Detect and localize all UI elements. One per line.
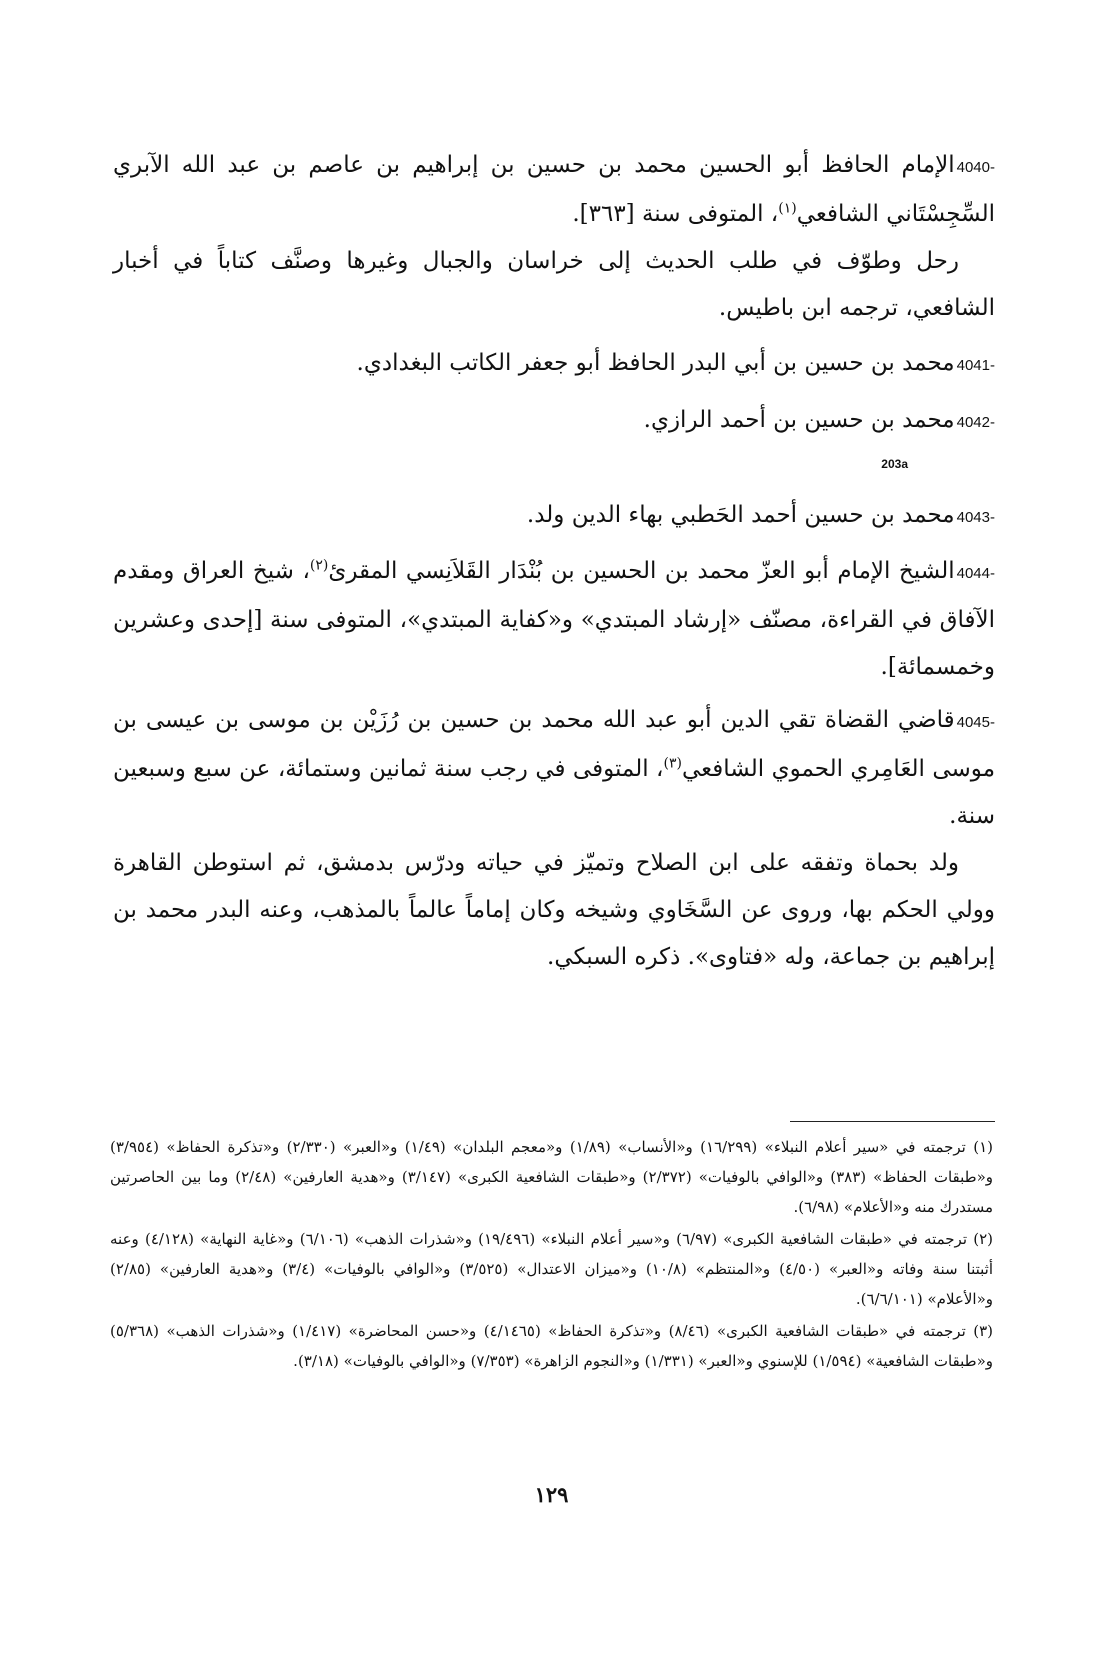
footnote-reference: (٣) xyxy=(663,755,682,772)
entry-number: 4041- xyxy=(956,357,995,374)
footnote-1: (١) ترجمته في «سير أعلام النبلاء» (١٦/٢٩٩) و«الأنساب» (١/٨٩) و«معجم البلدان» (١/٤٩) و«العبر» (٢/٣٣٠) و«تذكرة الحفاظ» (٣/٩٥٤) و«طبقات الحفاظ» (٣٨٣) و«الوافي بالوفيات» (٢/٣٧٢) و«طبقات الشافعية الكبرى» (٣/١٤٧) و«هدية العارفين» (٢/٤٨) وما بين الحاصرتين مستدرك منه و«الأعلام» (٦/٩٨). xyxy=(110,1138,994,1216)
entry-body: ولد بحماة وتفقه على ابن الصلاح وتميّز في حياته ودرّس بدمشق، ثم استوطن القاهرة وولي الحكم بها، وروى عن السَّخَاوي وشيخه وكان إماماً عالماً بالمذهب، وعنه البدر محمد بن إبراهيم بن جماعة، وله «فتاوى». ذكره السبكي. xyxy=(113,850,995,970)
entry-heading xyxy=(113,548,995,691)
footnote-3: (٣) ترجمته في «طبقات الشافعية الكبرى» (٨/٤٦) و«تذكرة الحفاظ» (٤/١٤٦٥) و«حسن المحاضرة» (١/٤١٧) و«شذرات الذهب» (٥/٣٦٨) و«طبقات الشافعية» (١/٥٩٤) للإسنوي و«العبر» (١/٣٣١) و«النجوم الزاهرة» (٧/٣٥٣) و«الوافي بالوفيات» (٣/١٨). xyxy=(110,1322,993,1370)
footnotes-section xyxy=(110,1132,993,1378)
entry-4044 xyxy=(113,548,995,691)
entry-title: محمد بن حسين بن أحمد الرازي. xyxy=(643,407,955,433)
entry-title: الإمام الحافظ أبو الحسين محمد بن حسين بن إبراهيم بن عاصم بن عبد الله الآبري السِّجِسْتَاني الشافعي xyxy=(113,152,995,227)
footnote-reference: (١) xyxy=(778,200,797,217)
entry-number: 4045- xyxy=(956,714,995,731)
entry-title-continued: ، المتوفى في رجب سنة ثمانين وستمائة، عن سبع وسبعين سنة. xyxy=(113,756,995,829)
footnote-divider xyxy=(790,1121,995,1122)
entry-title: الشيخ الإمام أبو العزّ محمد بن الحسين بن بُنْدَار القَلاَنِسي المقرئ xyxy=(328,558,955,584)
entry-title-continued: ، شيخ العراق ومقدم الآفاق في القراءة، مصنّف «إرشاد المبتدي» و«كفاية المبتدي»، المتوفى سنة [إحدى وعشرين وخمسمائة]. xyxy=(113,558,995,680)
footnote-2: (٢) ترجمته في «طبقات الشافعية الكبرى» (٦/٩٧) و«سير أعلام النبلاء» (١٩/٤٩٦) و«شذرات الذهب» (٦/١٠٦) و«غاية النهاية» (٤/١٢٨) وعنه أثبتنا سنة وفاته و«العبر» (٤/٥٠) و«المنتظم» (١٠/٨) و«ميزان الاعتدال» (٣/٥٢٥) و«الوافي بالوفيات» (٣/٤) و«هدية العارفين» (٢/٨٥) و«الأعلام» (٦/٦/١٠١). xyxy=(110,1230,993,1308)
entry-number: 4043- xyxy=(956,509,995,526)
entry-title: محمد بن حسين بن أبي البدر الحافظ أبو جعفر الكاتب البغدادي. xyxy=(356,350,955,376)
entry-heading xyxy=(113,397,995,446)
manuscript-folio-marker: 203a xyxy=(881,457,908,471)
entry-4040 xyxy=(113,142,995,332)
entry-heading xyxy=(113,492,995,541)
entry-4045 xyxy=(113,697,995,981)
entry-4042 xyxy=(113,397,995,446)
page-number: ١٢٩ xyxy=(534,1482,569,1507)
entry-number: 4044- xyxy=(956,565,995,582)
footnote-reference: (٢) xyxy=(309,557,329,574)
entry-title: قاضي القضاة تقي الدين أبو عبد الله محمد بن حسين بن رُزَيْن بن موسى بن عيسى بن موسى العَامِري الحموي الشافعي xyxy=(113,707,996,782)
entry-heading xyxy=(113,697,995,840)
entry-number: 4042- xyxy=(956,414,995,431)
entry-heading xyxy=(113,142,995,238)
entry-heading xyxy=(113,340,995,389)
entry-4043 xyxy=(113,492,995,541)
entry-title: محمد بن حسين أحمد الحَطبي بهاء الدين ولد. xyxy=(526,502,955,528)
entry-title-continued: ، المتوفى سنة [٣٦٣]. xyxy=(572,201,779,227)
entry-number: 4040- xyxy=(956,159,995,176)
entry-body: رحل وطوّف في طلب الحديث إلى خراسان والجبال وغيرها وصنَّف كتاباً في أخبار الشافعي، ترجمه ابن باطيس. xyxy=(113,248,995,321)
entry-4041 xyxy=(113,340,995,389)
